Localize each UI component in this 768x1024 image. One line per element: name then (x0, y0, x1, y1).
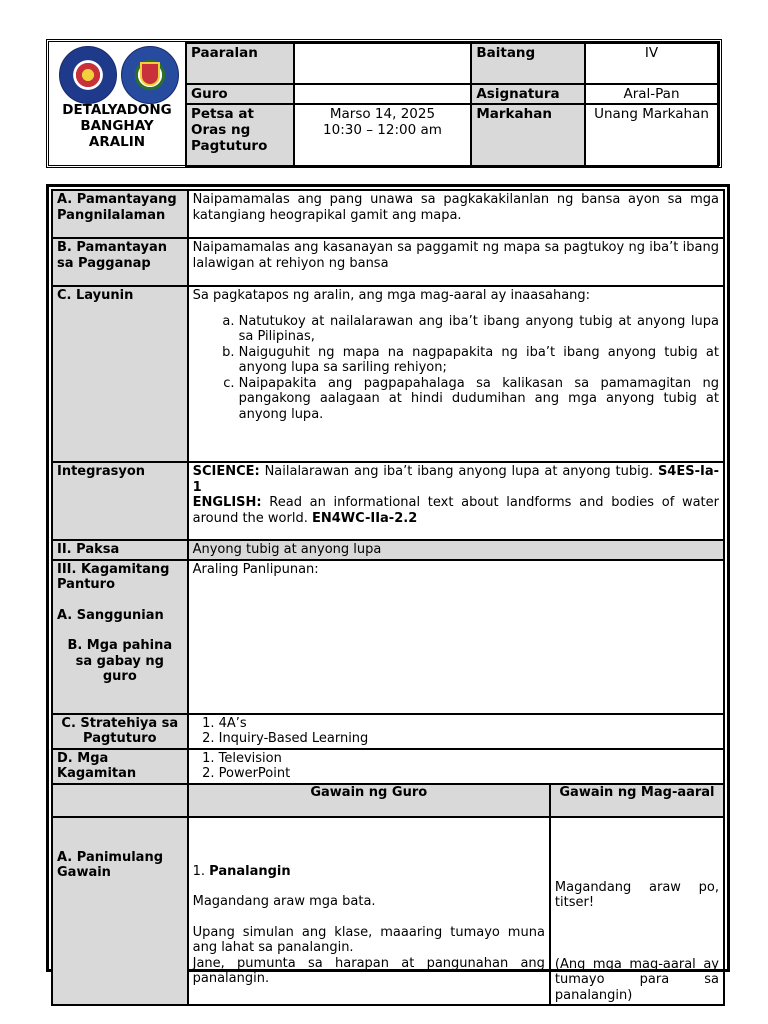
kagamitan-item: 2. PowerPoint (219, 766, 719, 782)
pamantayan-pagganap-label: B. Pamantayan sa Pagganap (52, 238, 188, 286)
petsa-label: Petsa at Oras ng Pagtuturo (186, 104, 294, 166)
gawain-guro-cell (188, 817, 550, 1006)
layunin-cell (188, 286, 724, 462)
stratehiya-cell (188, 714, 724, 749)
science-text: Nailalarawan ang iba’t ibang anyong lupa at anyong tubig. (259, 464, 658, 479)
stratehiya-item: 2. Inquiry-Based Learning (219, 731, 719, 747)
kagamitan-cell (188, 749, 724, 784)
guro-greeting: Magandang araw mga bata. (192, 894, 376, 909)
paksa-label: II. Paksa (52, 540, 188, 560)
header-logos (55, 46, 183, 102)
student-action: (Ang mga mag-aaral ay tumayo para sa panalangin) (554, 956, 719, 1003)
kagamitan-item: 1. Television (219, 751, 719, 767)
science-code: S4ES-Ia-1 (192, 464, 719, 495)
baitang-value: IV (585, 43, 718, 84)
pamantayan-pangnilalaman-label: A. Pamantayang Pangnilalaman (52, 190, 188, 238)
markahan-label: Markahan (471, 104, 585, 166)
school-seal-logo (121, 46, 179, 104)
pamantayan-pangnilalaman-text: Naipamamalas ang pang unawa sa pagkakakilanlan ng bansa ayon sa mga katangiang heograpikal gamit ang mapa. (188, 190, 724, 238)
gawain-magaaral-header: Gawain ng Mag-aaral (550, 784, 724, 817)
petsa-time: 10:30 – 12:00 am (323, 122, 442, 138)
kagamitan-list (193, 751, 719, 782)
integrasyon-english (193, 495, 719, 526)
markahan-value: Unang Markahan (585, 104, 718, 166)
paaralan-value (294, 43, 472, 84)
header-info-table (185, 42, 719, 167)
lesson-plan-table (51, 189, 725, 1006)
step-title: Panalangin (209, 863, 291, 879)
english-label: ENGLISH: (192, 495, 262, 510)
student-greeting: Magandang araw po, titser! (554, 879, 719, 910)
paaralan-label: Paaralan (186, 43, 294, 84)
guro-value (294, 84, 472, 104)
stratehiya-list (193, 716, 719, 747)
asignatura-label: Asignatura (471, 84, 585, 104)
layunin-item: c. Naipapakita ang pagpapahalaga sa kalikasan sa pamamagitan ng pangakong aalagaan at hindi dudumihan ang mga anyong tubig at anyong lupa. (239, 376, 719, 423)
english-code: EN4WC-IIa-2.2 (311, 510, 418, 526)
sanggunian-label: A. Sanggunian (57, 607, 164, 623)
layunin-intro: Sa pagkatapos ng aralin, ang mga mag-aaral ay inaasahang: (192, 288, 591, 303)
layunin-label: C. Layunin (52, 286, 188, 462)
pamantayan-pagganap-text: Naipamamalas ang kasanayan sa paggamit ng mapa sa pagtukoy ng iba’t ibang lalawigan at rehiyon ng bansa (188, 238, 724, 286)
science-label: SCIENCE: (192, 464, 260, 479)
kagamitang-label-cell (52, 560, 188, 714)
integrasyon-label: Integrasyon (52, 462, 188, 540)
layunin-item: b. Naiguguhit ng mapa na nagpapakita ng iba’t ibang anyong tubig at anyong lupa sa sariling rehiyon; (239, 345, 719, 376)
integrasyon-cell (188, 462, 724, 540)
guro-label: Guro (186, 84, 294, 104)
lesson-plan-box (46, 184, 730, 1003)
document-title: DETALYADONG BANGHAY ARALIN (62, 102, 172, 150)
stratehiya-label: C. Stratehiya sa Pagtuturo (52, 714, 188, 749)
guro-instruction: Upang simulan ang klase, maaaring tumayo muna ang lahat sa panalangin. (192, 924, 545, 955)
kagamitang-label: III. Kagamitang Panturo (57, 561, 170, 592)
panimulang-label: A. Panimulang Gawain (52, 817, 188, 1006)
asignatura-value: Aral-Pan (585, 84, 718, 104)
kagamitang-text: Araling Panlipunan: (188, 560, 724, 714)
deped-seal-logo (59, 46, 117, 104)
petsa-date: Marso 14, 2025 (329, 106, 436, 122)
layunin-list (193, 314, 719, 423)
kagamitan-label: D. Mga Kagamitan (52, 749, 188, 784)
english-text: Read an informational text about landforms and bodies of water around the world. (192, 495, 719, 526)
layunin-item: a. Natutukoy at nailalarawan ang iba’t ibang anyong tubig at anyong lupa sa Pilipinas, (239, 314, 719, 345)
baitang-label: Baitang (471, 43, 585, 84)
gawain-magaaral-cell (550, 817, 724, 1006)
stratehiya-item: 1. 4A’s (219, 716, 719, 732)
gabay-label: B. Mga pahina sa gabay ng guro (67, 638, 173, 684)
header-box (46, 39, 722, 168)
step-number: 1. (192, 863, 206, 879)
petsa-value (294, 104, 472, 166)
guro-call: Jane, pumunta sa harapan at pangunahan ang panalangin. (192, 955, 545, 986)
blank-header-cell (52, 784, 188, 817)
gawain-guro-header: Gawain ng Guro (188, 784, 550, 817)
panalangin-step (193, 864, 545, 880)
integrasyon-science (193, 464, 719, 495)
paksa-text: Anyong tubig at anyong lupa (188, 540, 724, 560)
